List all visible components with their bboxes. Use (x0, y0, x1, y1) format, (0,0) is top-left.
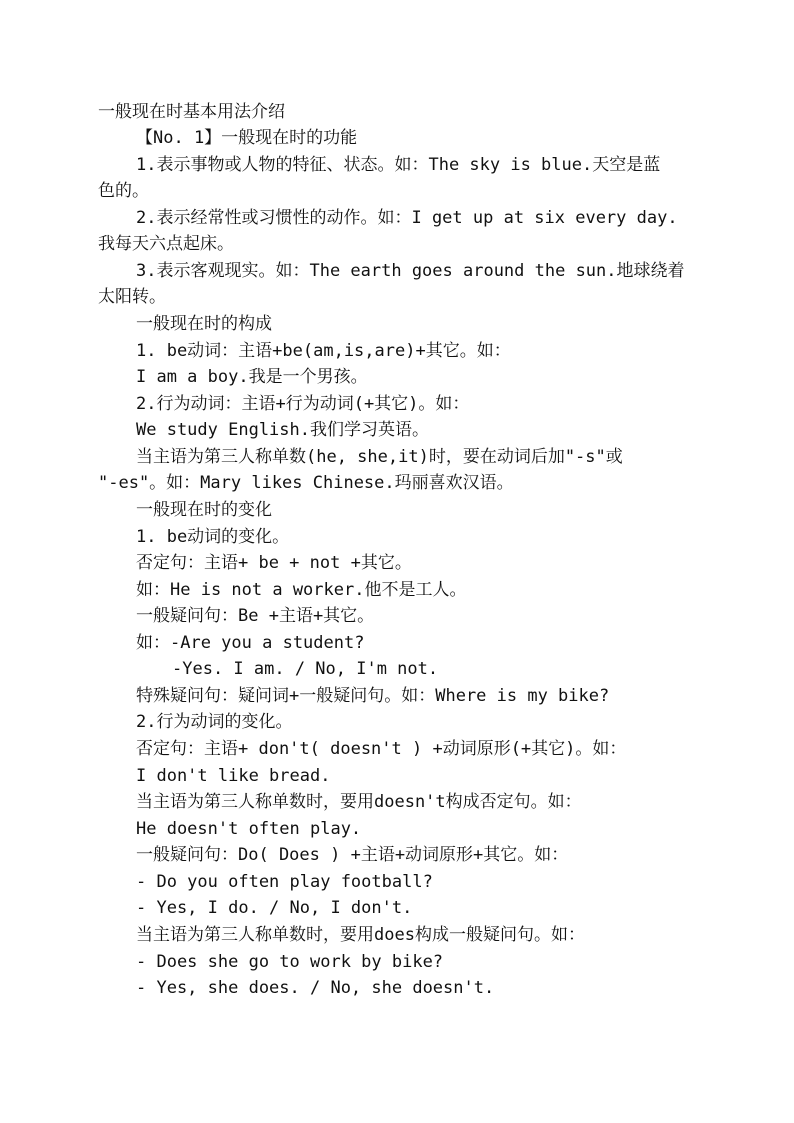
be-verb-example: I am a boy.我是一个男孩。 (136, 367, 368, 387)
be-verb-rule: 1. be动词：主语+be(am,is,are)+其它。如： (136, 341, 511, 361)
function-2-line-1: 2.表示经常性或习惯性的动作。如：I get up at six every day. (136, 208, 678, 228)
action-negative-rule: 否定句：主语+ don't( doesn't ) +动词原形(+其它)。如： (136, 739, 627, 759)
action-negative-third-person-rule: 当主语为第三人称单数时，要用doesn't构成否定句。如： (136, 792, 582, 812)
function-2-line-2: 我每天六点起床。 (98, 234, 234, 254)
action-change-heading: 2.行为动词的变化。 (136, 712, 293, 732)
third-person-line-1: 当主语为第三人称单数(he, she,it)时，要在动词后加"-s"或 (136, 447, 623, 467)
doc-title: 一般现在时基本用法介绍 (98, 102, 285, 122)
action-question-example-question: - Do you often play football? (136, 872, 433, 892)
action-question-third-person-rule: 当主语为第三人称单数时，要用does构成一般疑问句。如： (136, 925, 585, 945)
be-question-example-question: 如：-Are you a student? (136, 633, 365, 653)
action-negative-third-person-example: He doesn't often play. (136, 819, 362, 839)
third-person-line-2: "-es"。如：Mary likes Chinese.玛丽喜欢汉语。 (98, 473, 514, 493)
function-1-line-2: 色的。 (98, 181, 149, 201)
be-negative-rule: 否定句：主语+ be + not +其它。 (136, 553, 412, 573)
section-heading-functions: 【No. 1】一般现在时的功能 (136, 128, 358, 148)
be-question-rule: 一般疑问句：Be +主语+其它。 (136, 606, 375, 626)
be-question-example-answer: -Yes. I am. / No, I'm not. (172, 659, 439, 679)
action-question-rule: 一般疑问句：Do( Does ) +主语+动词原形+其它。如： (136, 845, 569, 865)
be-negative-example: 如：He is not a worker.他不是工人。 (136, 580, 467, 600)
action-question-third-person-example-answer: - Yes, she does. / No, she doesn't. (136, 978, 495, 998)
be-change-heading: 1. be动词的变化。 (136, 527, 290, 547)
change-heading: 一般现在时的变化 (136, 500, 272, 520)
action-verb-rule: 2.行为动词：主语+行为动词(+其它)。如： (136, 394, 470, 414)
function-3-line-2: 太阳转。 (98, 287, 166, 307)
action-verb-example: We study English.我们学习英语。 (136, 420, 429, 440)
action-question-third-person-example-question: - Does she go to work by bike? (136, 952, 444, 972)
function-3-line-1: 3.表示客观现实。如：The earth goes around the sun.地球绕着 (136, 261, 685, 281)
function-1-line-1: 1.表示事物或人物的特征、状态。如：The sky is blue.天空是蓝 (136, 155, 661, 175)
action-negative-example: I don't like bread. (136, 766, 331, 786)
structure-heading: 一般现在时的构成 (136, 314, 272, 334)
special-question-rule: 特殊疑问句：疑问词+一般疑问句。如：Where is my bike? (136, 686, 610, 706)
action-question-example-answer: - Yes, I do. / No, I don't. (136, 898, 413, 918)
